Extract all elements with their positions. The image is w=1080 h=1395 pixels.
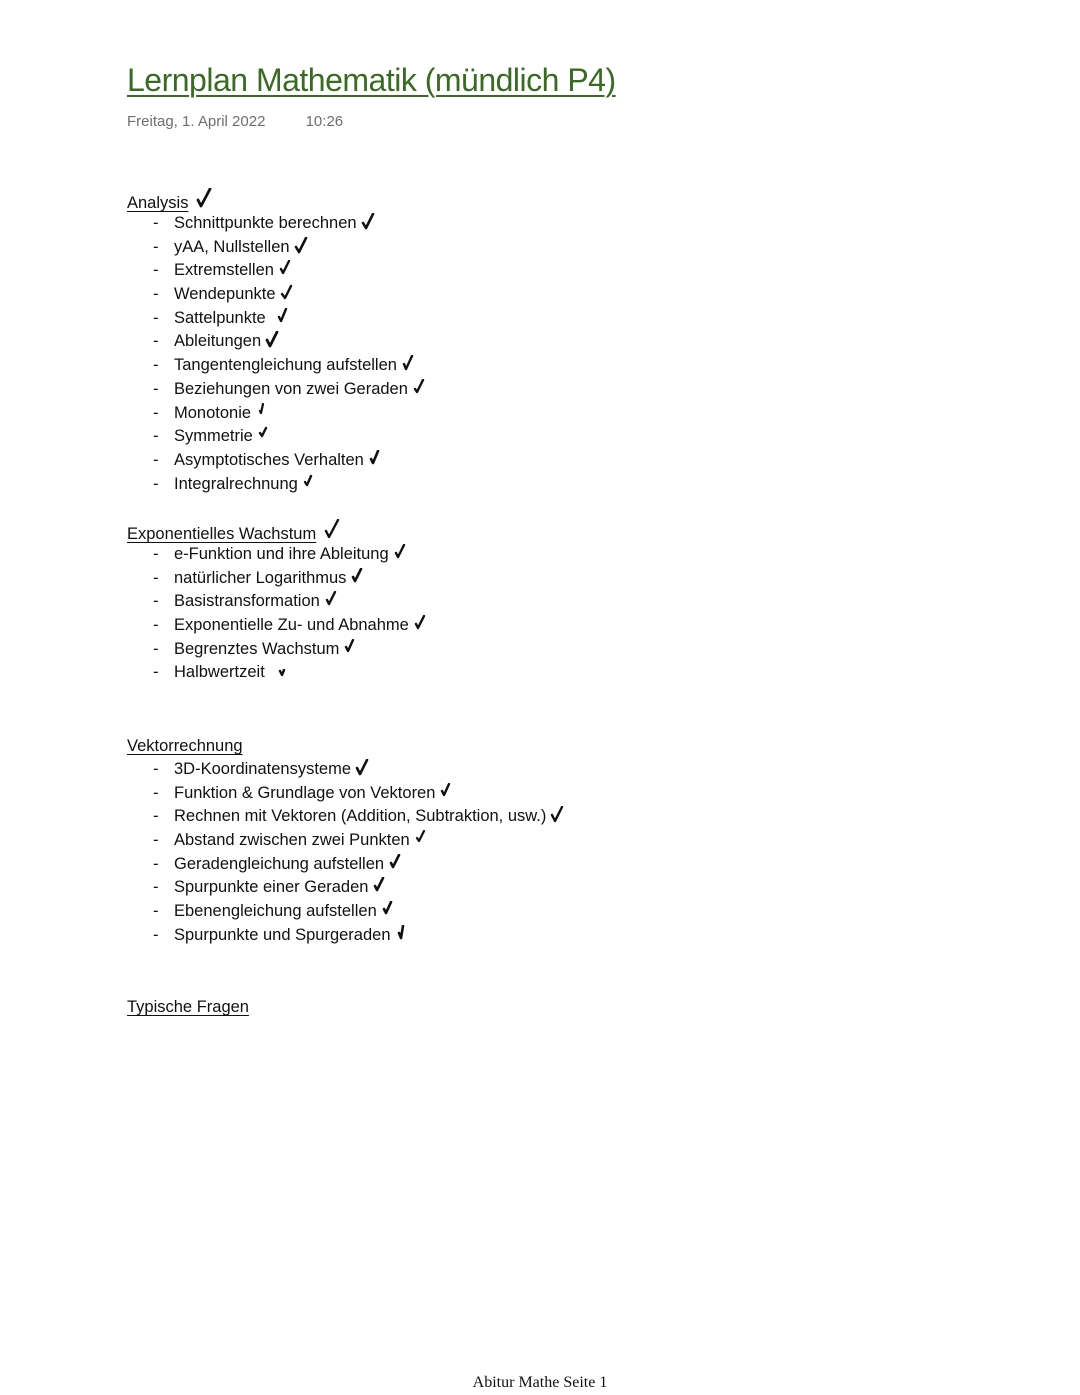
section-heading: Vektorrechnung: [127, 737, 243, 755]
list-bullet: -: [153, 902, 159, 921]
list-bullet: -: [153, 568, 159, 587]
list-bullet: -: [153, 760, 159, 778]
list-bullet: -: [153, 450, 159, 469]
checkmark-icon: [439, 783, 453, 801]
checkmark-icon: [343, 639, 357, 657]
list-bullet: -: [153, 878, 159, 897]
list-bullet: -: [153, 379, 159, 398]
section-exponentielles-wachstum: [127, 519, 427, 685]
list-item: - Beziehungen von zwei Geraden: [127, 378, 426, 402]
list-bullet: -: [153, 308, 159, 327]
section-heading: Typische Fragen: [127, 998, 249, 1016]
exponentielles-wachstum-list: [127, 543, 427, 685]
section-vektorrechnung: [127, 734, 564, 948]
list-bullet: -: [153, 332, 159, 351]
list-bullet: -: [153, 285, 159, 304]
list-item: - 3D-Koordinatensysteme: [127, 758, 564, 782]
list-item: - Halbwertzeit: [127, 661, 427, 685]
list-item: - Geradengleichung aufstellen: [127, 853, 564, 877]
checkmark-icon: [324, 591, 338, 609]
checkmark-icon: [413, 615, 427, 633]
list-bullet: -: [153, 427, 159, 446]
section-heading: Exponentielles Wachstum: [127, 519, 427, 543]
list-item: - Exponentielle Zu- und Abnahme: [127, 614, 427, 638]
checkmark-icon: [302, 474, 316, 492]
vektorrechnung-list: [127, 758, 564, 948]
list-item: - Symmetrie: [127, 425, 426, 449]
checkmark-icon: [276, 308, 290, 326]
list-item: - Ableitungen: [127, 330, 426, 354]
section-typische-fragen: [127, 995, 249, 1019]
list-item: - Begrenztes Wachstum: [127, 638, 427, 662]
checkmark-icon: [393, 544, 407, 562]
list-bullet: -: [153, 616, 159, 635]
list-item: - yAA, Nullstellen: [127, 236, 426, 260]
checkmark-icon: [355, 759, 369, 777]
list-bullet: -: [153, 663, 159, 682]
list-bullet: -: [153, 807, 159, 826]
list-item: - Extremstellen: [127, 259, 426, 283]
checkmark-icon: [381, 901, 395, 919]
checkmark-icon: [324, 519, 340, 541]
list-bullet: -: [153, 474, 159, 493]
list-bullet: -: [153, 639, 159, 658]
list-bullet: -: [153, 783, 159, 802]
list-bullet: -: [153, 545, 159, 563]
page-meta: [127, 113, 343, 130]
page-time: 10:26: [305, 113, 344, 130]
list-bullet: -: [153, 356, 159, 375]
list-item: - Integralrechnung: [127, 473, 426, 497]
checkmark-icon: [372, 877, 386, 895]
list-item: - Ebenengleichung aufstellen: [127, 900, 564, 924]
checkmark-icon: [414, 830, 428, 848]
checkmark-icon: [265, 331, 279, 349]
list-item: - Spurpunkte einer Geraden: [127, 876, 564, 900]
list-bullet: -: [153, 592, 159, 611]
checkmark-icon: [395, 925, 409, 943]
checkmark-icon: [368, 450, 382, 468]
list-bullet: -: [153, 403, 159, 422]
checkmark-icon: [278, 260, 292, 278]
checkmark-icon: [277, 662, 291, 680]
section-analysis: [127, 188, 426, 496]
list-item: - Abstand zwischen zwei Punkten: [127, 829, 564, 853]
list-item: - Asymptotisches Verhalten: [127, 449, 426, 473]
list-item: - natürlicher Logarithmus: [127, 567, 427, 591]
section-heading: Analysis: [127, 188, 426, 212]
list-item: - Tangentengleichung aufstellen: [127, 354, 426, 378]
list-bullet: -: [153, 854, 159, 873]
checkmark-icon: [412, 379, 426, 397]
page-title: Lernplan Mathematik (mündlich P4): [127, 62, 616, 98]
list-bullet: -: [153, 925, 159, 944]
list-item: - Funktion & Grundlage von Vektoren: [127, 782, 564, 806]
checkmark-icon: [196, 188, 212, 210]
page-footer: Abitur Mathe Seite 1: [472, 1374, 608, 1391]
checkmark-icon: [350, 568, 364, 586]
checkmark-icon: [361, 213, 375, 231]
list-item: - Wendepunkte: [127, 283, 426, 307]
list-item: - Sattelpunkte: [127, 307, 426, 331]
checkmark-icon: [401, 355, 415, 373]
list-bullet: -: [153, 261, 159, 280]
list-item: - Schnittpunkte berechnen: [127, 212, 426, 236]
list-item: - Rechnen mit Vektoren (Addition, Subtraktion, usw.): [127, 805, 564, 829]
analysis-list: [127, 212, 426, 496]
checkmark-icon: [255, 403, 269, 421]
page-date: Freitag, 1. April 2022: [127, 113, 266, 130]
list-item: - Basistransformation: [127, 590, 427, 614]
list-bullet: -: [153, 214, 159, 232]
checkmark-icon: [550, 806, 564, 824]
list-bullet: -: [153, 831, 159, 850]
checkmark-icon: [257, 426, 271, 444]
checkmark-icon: [388, 854, 402, 872]
list-item: - Spurpunkte und Spurgeraden: [127, 924, 564, 948]
list-item: - e-Funktion und ihre Ableitung: [127, 543, 427, 567]
list-bullet: -: [153, 237, 159, 256]
checkmark-icon: [280, 284, 294, 302]
checkmark-icon: [294, 237, 308, 255]
list-item: - Monotonie: [127, 402, 426, 426]
